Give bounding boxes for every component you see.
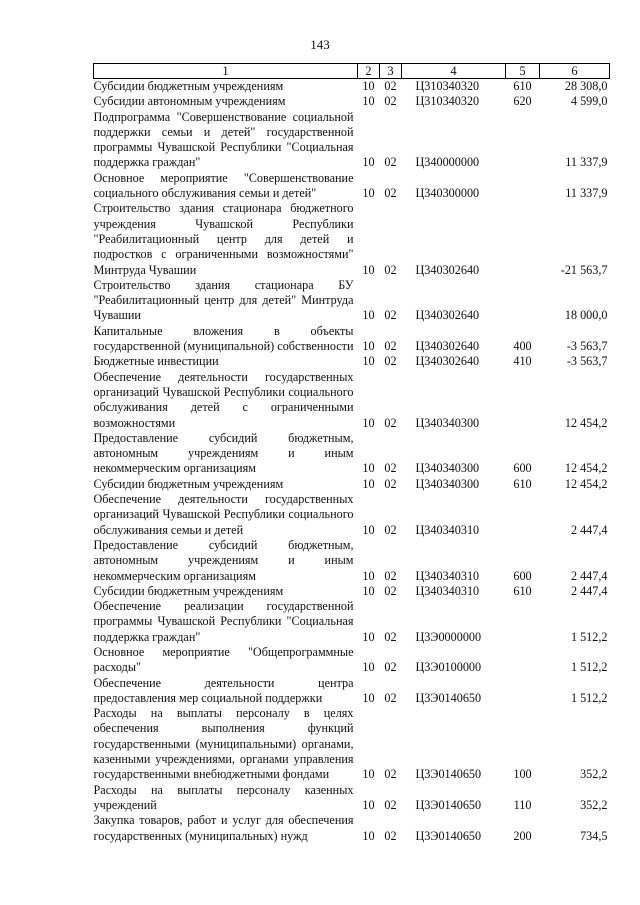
table-row xyxy=(94,171,610,202)
row-expense-type-cell xyxy=(506,171,540,202)
row-amount-cell: 1 512,2 xyxy=(570,690,608,705)
row-amount-cell: 11 337,9 xyxy=(565,155,608,170)
table-row xyxy=(94,538,610,584)
row-section-cell: 10 xyxy=(362,476,375,491)
row-expense-type-cell xyxy=(506,278,540,324)
row-section-cell: 10 xyxy=(362,262,375,277)
row-name-cell: Обеспечение деятельности центра предоставления мер социальной поддержки xyxy=(93,675,354,705)
row-expense-type-cell: 620 xyxy=(513,94,532,109)
row-amount-cell: 352,2 xyxy=(580,767,608,782)
row-subsection-cell: 02 xyxy=(384,79,397,93)
row-amount-cell: 18 000,0 xyxy=(564,308,608,323)
table-row xyxy=(94,278,610,324)
row-name-cell: Обеспечение деятельности государственных организаций Чувашской Республики социального обслуживания детей с ограниченными возможностями xyxy=(93,369,354,430)
row-subsection-cell: 02 xyxy=(384,522,397,537)
table-row xyxy=(94,813,610,844)
row-subsection-cell: 02 xyxy=(384,262,397,277)
row-subsection-cell: 02 xyxy=(384,415,397,430)
table-row xyxy=(94,477,610,492)
row-target-article-cell: Ц340302640 xyxy=(415,262,480,277)
row-amount-cell: 12 454,2 xyxy=(564,461,608,476)
row-name-cell: Подпрограмма "Совершенствование социальной поддержки семьи и детей" государственной программы Чувашской Республики "Социальная поддержка граждан" xyxy=(93,109,354,170)
column-header-expense-type: 5 xyxy=(506,64,540,79)
row-target-article-cell: Ц3Э0140650 xyxy=(415,767,482,782)
row-section-cell: 10 xyxy=(362,155,375,170)
row-section-cell: 10 xyxy=(362,354,375,369)
table-row xyxy=(94,94,610,109)
column-header-subsection: 3 xyxy=(380,64,402,79)
row-expense-type-cell: 600 xyxy=(513,568,532,583)
header-row xyxy=(94,64,610,79)
row-subsection-cell: 02 xyxy=(384,476,397,491)
table-row xyxy=(94,370,610,431)
row-section-cell: 10 xyxy=(362,660,375,675)
row-subsection-cell: 02 xyxy=(384,186,397,201)
row-name-cell: Субсидии бюджетным учреждениям xyxy=(93,583,284,598)
table-row xyxy=(94,599,610,645)
row-section-cell: 10 xyxy=(362,522,375,537)
row-target-article-cell: Ц340340300 xyxy=(415,476,480,491)
row-expense-type-cell xyxy=(506,645,540,676)
row-subsection-cell: 02 xyxy=(384,568,397,583)
row-expense-type-cell xyxy=(506,201,540,277)
row-target-article-cell: Ц340300000 xyxy=(415,186,480,201)
column-header-name: 1 xyxy=(94,64,358,79)
row-target-article-cell: Ц340340300 xyxy=(415,461,480,476)
row-section-cell: 10 xyxy=(362,186,375,201)
row-expense-type-cell xyxy=(506,370,540,431)
row-target-article-cell: Ц340340310 xyxy=(415,568,480,583)
row-amount-cell: 12 454,2 xyxy=(564,476,608,491)
row-amount-cell: -21 563,7 xyxy=(560,262,608,277)
row-name-cell: Закупка товаров, работ и услуг для обеспечения государственных (муниципальных) нужд xyxy=(93,813,354,843)
row-expense-type-cell xyxy=(506,110,540,171)
column-header-amount: 6 xyxy=(540,64,610,79)
row-section-cell: 10 xyxy=(362,461,375,476)
row-target-article-cell: Ц310340320 xyxy=(415,79,480,93)
row-name-cell: Предоставление субсидий бюджетным, автономным учреждениям и иным некоммерческим организациям xyxy=(93,537,354,583)
row-expense-type-cell xyxy=(506,599,540,645)
row-expense-type-cell xyxy=(506,676,540,707)
budget-table xyxy=(93,63,610,844)
row-name-cell: Капитальные вложения в объекты государственной (муниципальной) собственности xyxy=(93,323,354,354)
row-name-cell: Строительство здания стационара бюджетного учреждения Чувашской Республики "Реабилитационный центр для детей и подростков с ограниченными возможностями" Минтруда Чувашии xyxy=(93,201,354,277)
row-amount-cell: 1 512,2 xyxy=(570,629,608,644)
table-row xyxy=(94,706,610,782)
row-expense-type-cell: 400 xyxy=(513,339,532,354)
row-amount-cell: -3 563,7 xyxy=(566,339,608,354)
row-section-cell: 10 xyxy=(362,568,375,583)
row-amount-cell: 734,5 xyxy=(580,828,608,843)
row-expense-type-cell: 610 xyxy=(513,583,532,598)
table-row xyxy=(94,110,610,171)
row-amount-cell: 11 337,9 xyxy=(565,186,608,201)
row-name-cell: Строительство здания стационара БУ "Реабилитационный центр для детей" Минтруда Чувашии xyxy=(93,277,354,323)
row-name-cell: Основное мероприятие "Общепрограммные расходы" xyxy=(93,644,354,675)
row-name-cell: Бюджетные инвестиции xyxy=(93,354,219,369)
table-row xyxy=(94,584,610,599)
row-section-cell: 10 xyxy=(362,339,375,354)
row-target-article-cell: Ц340340310 xyxy=(415,583,480,598)
row-section-cell: 10 xyxy=(362,415,375,430)
row-subsection-cell: 02 xyxy=(384,690,397,705)
row-subsection-cell: 02 xyxy=(384,767,397,782)
row-amount-cell: 28 308,0 xyxy=(564,79,608,93)
row-target-article-cell: Ц3Э0140650 xyxy=(415,797,482,812)
table-row xyxy=(94,324,610,355)
table-row xyxy=(94,354,610,369)
row-subsection-cell: 02 xyxy=(384,828,397,843)
row-section-cell: 10 xyxy=(362,828,375,843)
row-expense-type-cell: 110 xyxy=(513,797,532,812)
row-target-article-cell: Ц340302640 xyxy=(415,354,480,369)
row-section-cell: 10 xyxy=(362,583,375,598)
row-target-article-cell: Ц340000000 xyxy=(415,155,480,170)
row-subsection-cell: 02 xyxy=(384,308,397,323)
row-name-cell: Обеспечение реализации государственной программы Чувашской Республики "Социальная поддержка граждан" xyxy=(93,599,354,644)
row-expense-type-cell: 100 xyxy=(513,767,532,782)
row-section-cell: 10 xyxy=(362,79,375,93)
row-subsection-cell: 02 xyxy=(384,354,397,369)
row-expense-type-cell xyxy=(506,492,540,538)
row-target-article-cell: Ц340340310 xyxy=(415,522,480,537)
row-section-cell: 10 xyxy=(362,690,375,705)
row-name-cell: Обеспечение деятельности государственных организаций Чувашской Республики социального обслуживания семьи и детей xyxy=(93,492,354,537)
table-body xyxy=(94,79,610,844)
row-amount-cell: 12 454,2 xyxy=(564,415,608,430)
table-row xyxy=(94,645,610,676)
table-row xyxy=(94,431,610,477)
row-amount-cell: 1 512,2 xyxy=(570,660,608,675)
row-expense-type-cell: 610 xyxy=(513,476,532,491)
column-header-section: 2 xyxy=(358,64,380,79)
row-amount-cell: 352,2 xyxy=(580,797,608,812)
row-target-article-cell: Ц3Э0140650 xyxy=(415,690,482,705)
row-subsection-cell: 02 xyxy=(384,797,397,812)
row-amount-cell: 2 447,4 xyxy=(570,522,608,537)
row-expense-type-cell: 200 xyxy=(513,828,532,843)
table-row xyxy=(94,201,610,277)
row-section-cell: 10 xyxy=(362,94,375,109)
row-subsection-cell: 02 xyxy=(384,660,397,675)
table-row xyxy=(94,676,610,707)
row-amount-cell: -3 563,7 xyxy=(566,354,608,369)
row-expense-type-cell: 610 xyxy=(513,79,532,93)
row-subsection-cell: 02 xyxy=(384,94,397,109)
row-name-cell: Субсидии бюджетным учреждениям xyxy=(93,79,284,93)
row-name-cell: Предоставление субсидий бюджетным, автономным учреждениям и иным некоммерческим организациям xyxy=(93,430,354,476)
row-target-article-cell: Ц3Э0000000 xyxy=(415,629,482,644)
row-section-cell: 10 xyxy=(362,797,375,812)
row-target-article-cell: Ц3Э0140650 xyxy=(415,828,482,843)
row-section-cell: 10 xyxy=(362,767,375,782)
row-expense-type-cell: 410 xyxy=(513,354,532,369)
row-name-cell: Субсидии бюджетным учреждениям xyxy=(93,476,284,491)
page-number: 143 xyxy=(310,37,330,52)
row-amount-cell: 2 447,4 xyxy=(570,568,608,583)
row-name-cell: Расходы на выплаты персоналу казенных учреждений xyxy=(93,782,354,812)
row-subsection-cell: 02 xyxy=(384,339,397,354)
table-row xyxy=(94,783,610,814)
row-name-cell: Основное мероприятие "Совершенствование социального обслуживания семьи и детей" xyxy=(93,170,354,201)
row-amount-cell: 2 447,4 xyxy=(570,583,608,598)
table-row xyxy=(94,492,610,538)
row-expense-type-cell: 600 xyxy=(513,461,532,476)
row-amount-cell: 4 599,0 xyxy=(570,94,608,109)
row-name-cell: Субсидии автономным учреждениям xyxy=(93,94,286,109)
table-row xyxy=(94,79,610,95)
row-target-article-cell: Ц3Э0100000 xyxy=(415,660,482,675)
row-target-article-cell: Ц340340300 xyxy=(415,415,480,430)
row-subsection-cell: 02 xyxy=(384,155,397,170)
row-target-article-cell: Ц310340320 xyxy=(415,94,480,109)
row-target-article-cell: Ц340302640 xyxy=(415,339,480,354)
row-subsection-cell: 02 xyxy=(384,583,397,598)
row-name-cell: Расходы на выплаты персоналу в целях обеспечения выполнения функций государственными (муниципальными) органами, казенными учреждениями, органами управления государственными внебюджетными фондами xyxy=(93,706,354,782)
row-subsection-cell: 02 xyxy=(384,461,397,476)
row-subsection-cell: 02 xyxy=(384,629,397,644)
column-header-target-article: 4 xyxy=(402,64,506,79)
row-section-cell: 10 xyxy=(362,308,375,323)
row-target-article-cell: Ц340302640 xyxy=(415,308,480,323)
row-section-cell: 10 xyxy=(362,629,375,644)
